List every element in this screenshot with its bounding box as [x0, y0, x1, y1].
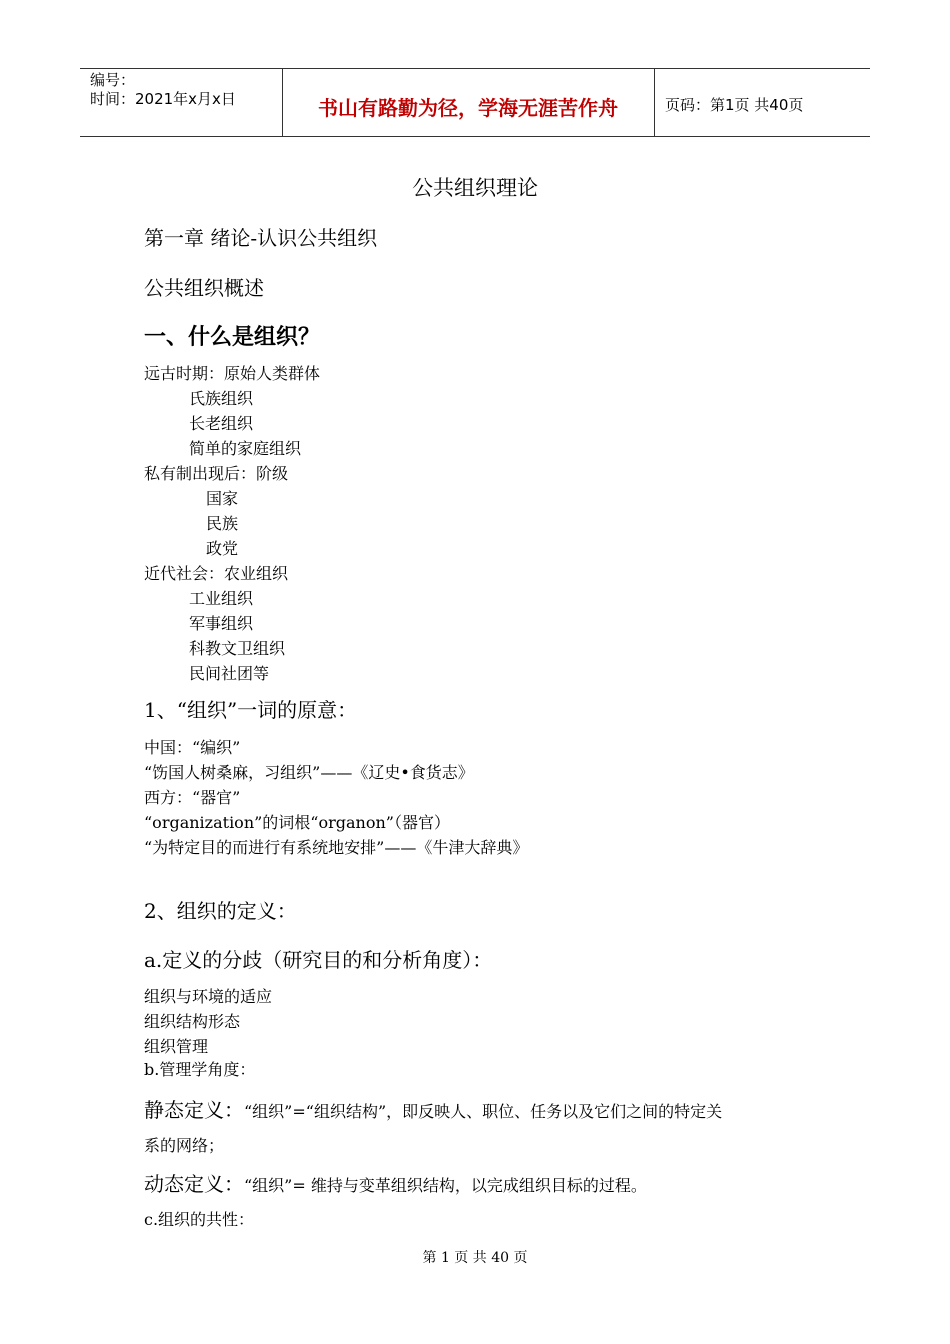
header-meta: [90, 71, 236, 109]
list-item: 民间社团等: [189, 664, 270, 683]
heading-definition-divergence: a.定义的分歧（研究目的和分析角度）：: [144, 948, 493, 972]
heading-commonality: c.组织的共性：: [144, 1210, 255, 1229]
origin-line: “为特定目的而进行有系统地安排”——《牛津大辞典》: [144, 838, 529, 857]
header-number: 编号：: [90, 71, 136, 89]
list-item: 组织与环境的适应: [144, 987, 273, 1006]
list-item: 组织管理: [144, 1037, 209, 1056]
section-heading: 公共组织概述: [144, 276, 264, 300]
history-modern: 近代社会：农业组织: [144, 564, 289, 583]
dynamic-definition-text: “组织”= 维持与变革组织结构，以完成组织目标的过程。: [244, 1176, 647, 1195]
dynamic-definition: [144, 1168, 647, 1197]
heading-definition: 2、组织的定义：: [144, 899, 297, 923]
history-private: 私有制出现后：阶级: [144, 464, 289, 483]
chapter-heading: 第一章 绪论-认识公共组织: [144, 226, 378, 250]
static-definition-label: 静态定义：: [144, 1098, 244, 1122]
header-page-info: 页码：第1页 共40页: [665, 96, 804, 114]
origin-line: 西方：“器官”: [144, 788, 241, 807]
heading-word-origin: 1、“组织”一词的原意：: [144, 698, 358, 722]
static-definition-text: “组织”=“组织结构”，即反映人、职位、任务以及它们之间的特定关: [244, 1102, 723, 1121]
dynamic-definition-label: 动态定义：: [144, 1172, 244, 1196]
list-item: 科教文卫组织: [189, 639, 286, 658]
history-ancient: 远古时期：原始人类群体: [144, 364, 321, 383]
origin-line: 中国：“编织”: [144, 738, 241, 757]
list-item: 民族: [206, 514, 239, 533]
document-title: 公共组织理论: [412, 176, 538, 200]
list-item: 长老组织: [189, 414, 254, 433]
page-footer: 第 1 页 共 40 页: [422, 1250, 528, 1266]
list-item: 组织结构形态: [144, 1012, 241, 1031]
static-definition: [144, 1094, 722, 1123]
header-time: 时间：2021年x月x日: [90, 90, 236, 108]
static-definition-continued: 系的网络；: [144, 1136, 225, 1155]
list-item: 简单的家庭组织: [189, 439, 302, 458]
list-item: 军事组织: [189, 614, 254, 633]
list-item: 氏族组织: [189, 389, 254, 408]
list-item: 政党: [206, 539, 239, 558]
header-motto: 书山有路勤为径，学海无涯苦作舟: [318, 96, 618, 120]
header-divider: [654, 68, 655, 136]
origin-line: “饬国人树桑麻，习组织”——《辽史•食货志》: [144, 763, 474, 782]
list-item: 国家: [206, 489, 239, 508]
header-top-rule: [80, 68, 870, 69]
origin-line: “organization”的词根“organon”（器官）: [144, 813, 450, 832]
heading-what-is-organization: 一、什么是组织？: [144, 325, 321, 350]
heading-management-view: b.管理学角度：: [144, 1060, 256, 1079]
list-item: 工业组织: [189, 589, 254, 608]
header-bottom-rule: [80, 136, 870, 137]
